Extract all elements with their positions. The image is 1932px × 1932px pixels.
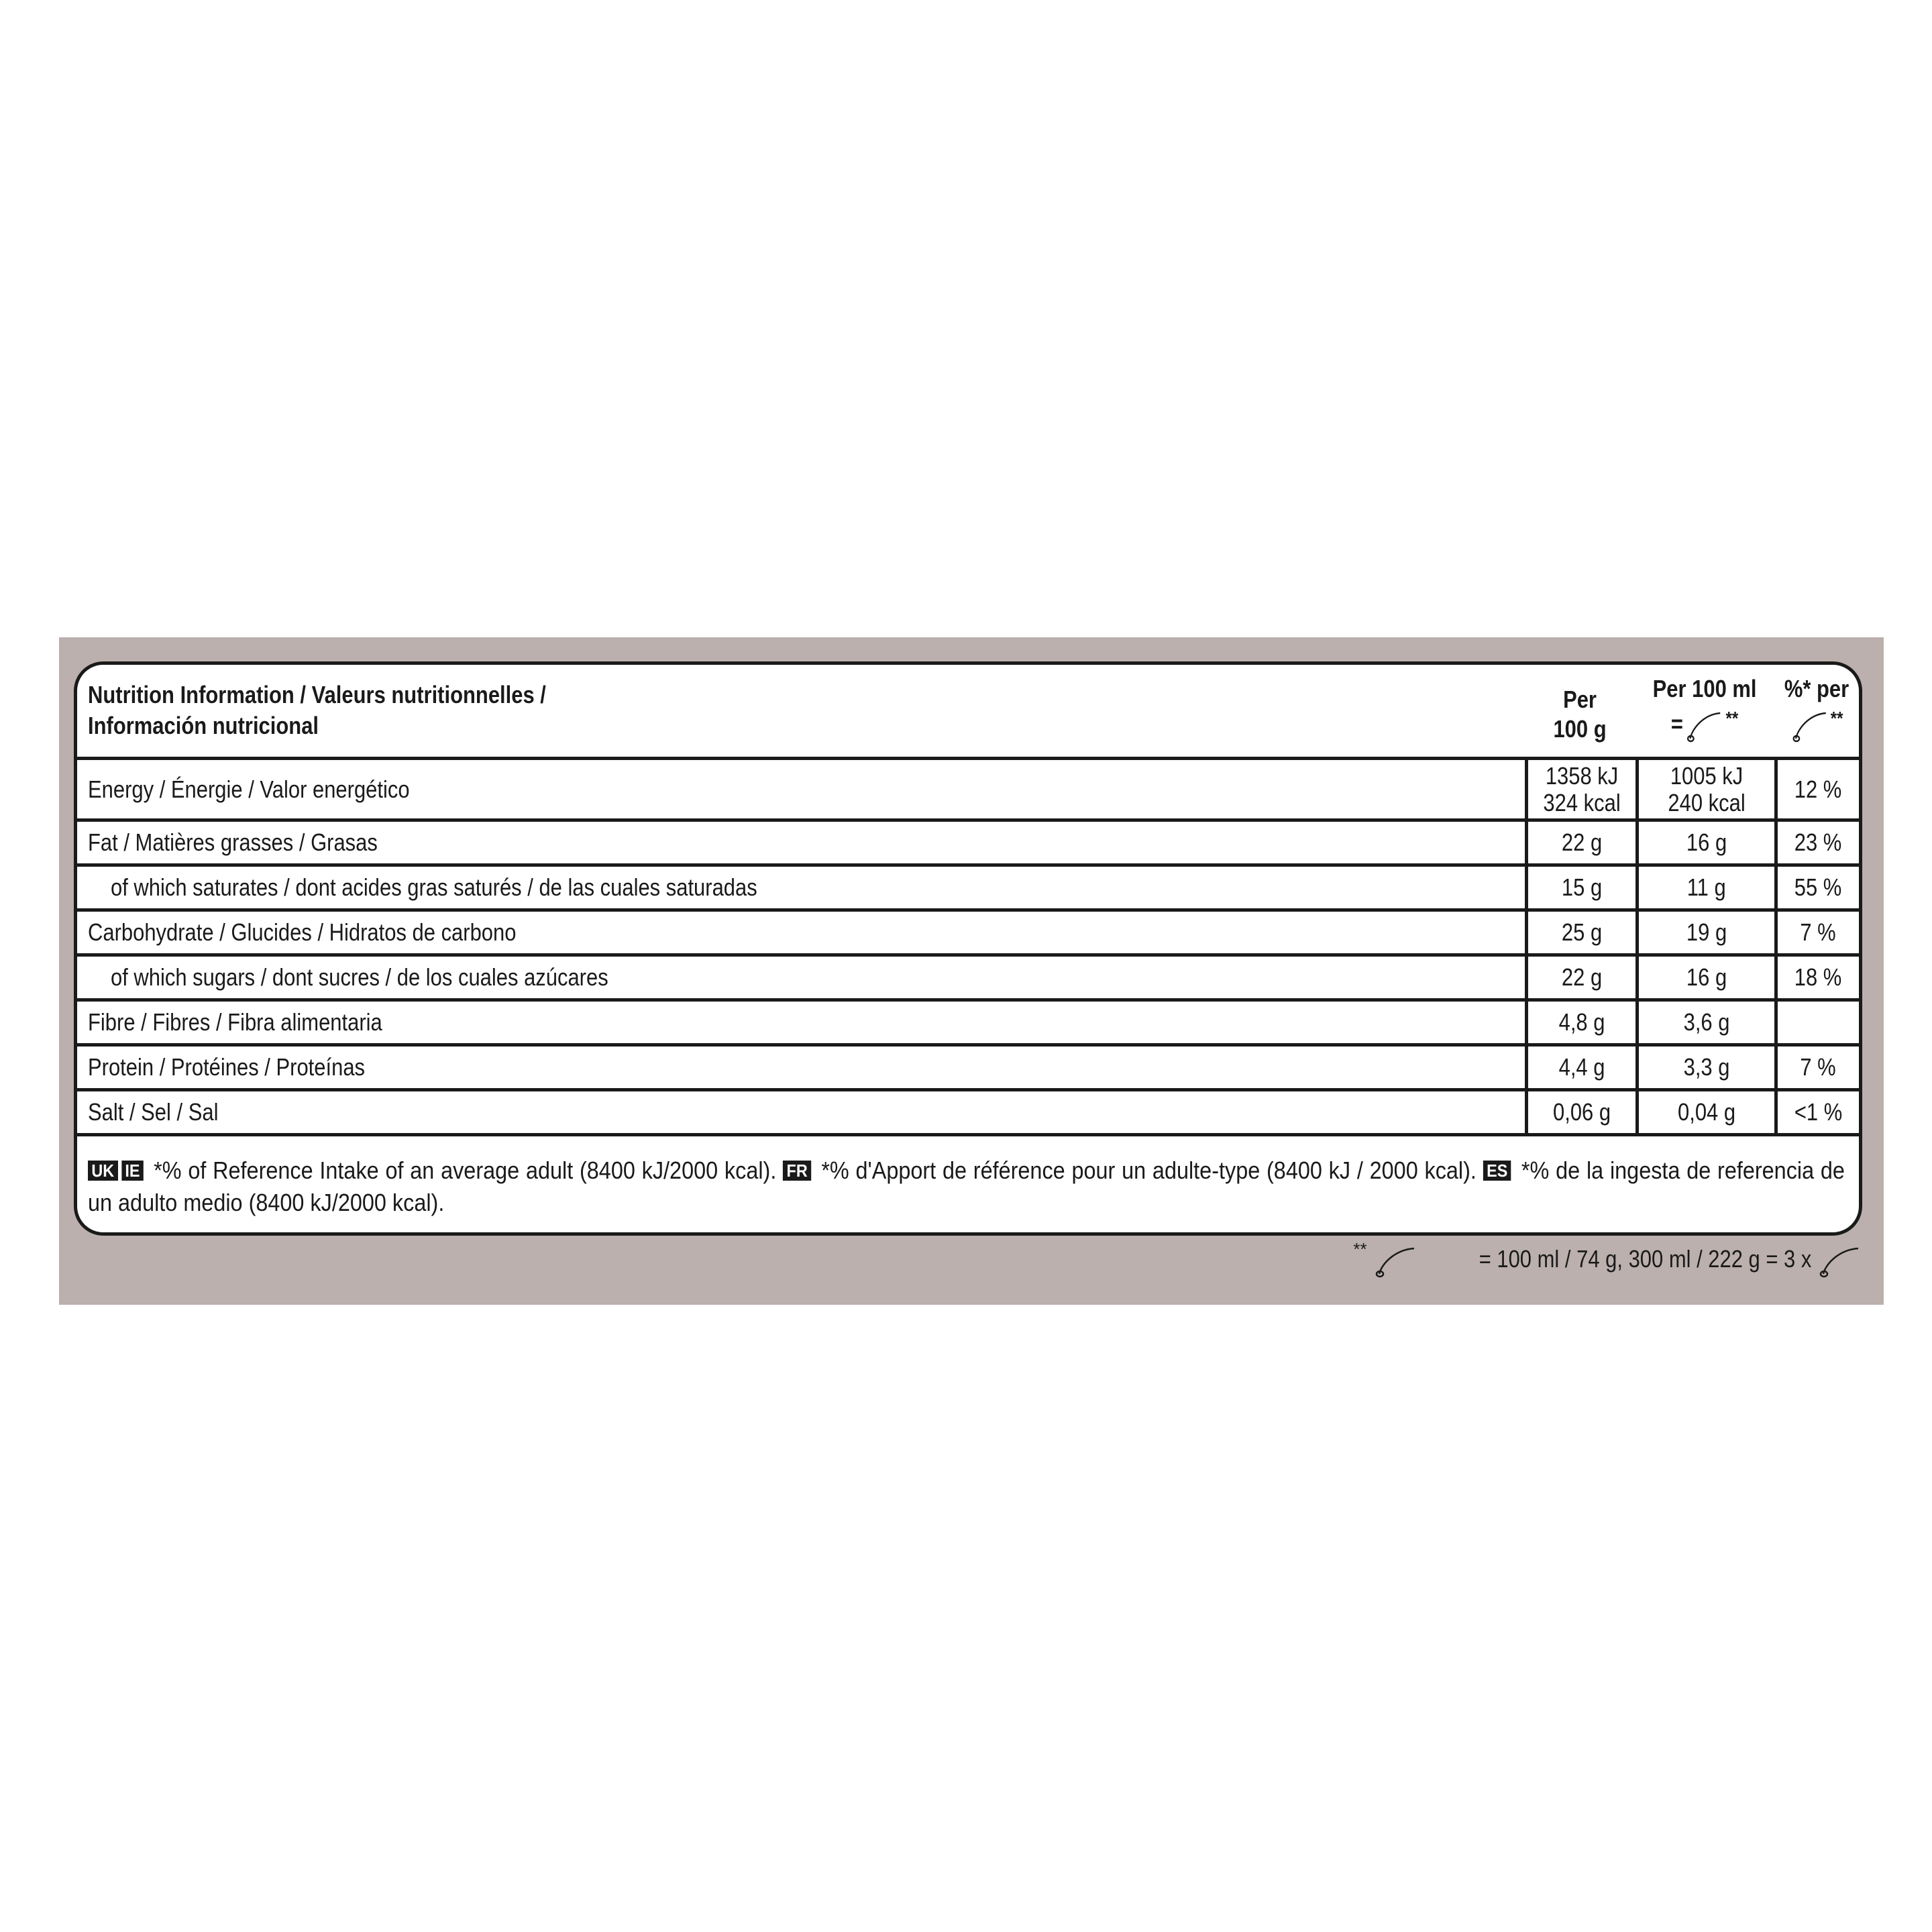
energy-kj-per-100g: 1358 kJ [1545, 761, 1619, 790]
column-header-per-100g [1525, 665, 1635, 757]
column-header-per-100ml-line1: Per 100 ml [1653, 675, 1757, 702]
ri-text: 7 % [1800, 1053, 1837, 1081]
value-text: 3,6 g [1683, 1008, 1730, 1036]
ri-text: 55 % [1794, 873, 1842, 901]
portion-note-text: = 100 ml / 74 g, 300 ml / 222 g = 3 x [1479, 1245, 1811, 1273]
value-per-100ml [1635, 957, 1774, 998]
value-text: 22 g [1561, 828, 1603, 856]
value-text: 4,4 g [1558, 1053, 1605, 1081]
value-per-100g [1525, 957, 1635, 998]
table-row-protein [77, 1046, 1859, 1091]
value-text: 22 g [1561, 963, 1603, 991]
column-header-per-100g-line2: 100 g [1553, 715, 1607, 743]
table-row-carbohydrate [77, 912, 1859, 957]
value-text: 19 g [1686, 918, 1727, 946]
double-asterisk: ** [1830, 708, 1843, 729]
value-per-100ml [1635, 867, 1774, 908]
energy-kcal-per-100g: 324 kcal [1543, 788, 1621, 816]
reference-intake-footnote [88, 1155, 1845, 1219]
value-text: 16 g [1686, 828, 1727, 856]
portion-note [1353, 1239, 1864, 1279]
value-ri [1774, 1091, 1859, 1133]
value-per-100g [1525, 760, 1635, 818]
value-per-100ml [1635, 1091, 1774, 1133]
value-per-100ml [1635, 1002, 1774, 1043]
ri-text: <1 % [1794, 1098, 1843, 1126]
column-header-ri [1774, 665, 1859, 757]
footnote-text-fr: *% d'Apport de référence pour un adulte-type (8400 kJ / 2000 kcal). [821, 1157, 1477, 1184]
row-label [77, 1091, 1525, 1133]
scoop-icon [1373, 1239, 1419, 1279]
energy-kj-per-100ml: 1005 kJ [1670, 761, 1743, 790]
row-label-text: Fibre / Fibres / Fibra alimentaria [88, 1008, 382, 1036]
row-label-text: Protein / Protéines / Proteínas [88, 1053, 366, 1081]
table-row-fat [77, 822, 1859, 867]
row-label-text: Carbohydrate / Glucides / Hidratos de carbono [88, 918, 517, 946]
value-text: 3,3 g [1683, 1053, 1730, 1081]
value-per-100g [1525, 822, 1635, 863]
row-label [77, 957, 1525, 998]
value-per-100ml [1635, 1046, 1774, 1088]
scoop-icon [1684, 704, 1725, 744]
equals-sign: = [1671, 710, 1684, 737]
value-ri [1774, 912, 1859, 953]
value-per-100ml [1635, 760, 1774, 818]
row-label [77, 760, 1525, 818]
column-header-ri-line1: %* per [1784, 675, 1849, 702]
row-label-text: Fat / Matières grasses / Grasas [88, 828, 378, 856]
table-title [77, 665, 1525, 757]
value-per-100ml [1635, 822, 1774, 863]
table-title-line2: Información nutricional [88, 712, 319, 739]
nutrition-table-card [74, 661, 1862, 1236]
row-label [77, 1046, 1525, 1088]
value-per-100g [1525, 1002, 1635, 1043]
row-label [77, 822, 1525, 863]
value-text: 0,06 g [1552, 1098, 1611, 1126]
value-per-100g [1525, 1046, 1635, 1088]
value-text: 11 g [1687, 873, 1726, 901]
row-label-text: of which sugars / dont sucres / de los cuales azúcares [111, 963, 608, 991]
row-label-text: of which saturates / dont acides gras saturés / de las cuales saturadas [111, 873, 757, 901]
value-ri [1774, 822, 1859, 863]
value-ri [1774, 867, 1859, 908]
scoop-icon [1817, 1239, 1864, 1279]
ri-text: 18 % [1794, 963, 1842, 991]
value-ri [1774, 760, 1859, 818]
value-per-100g [1525, 1091, 1635, 1133]
double-asterisk: ** [1725, 708, 1739, 729]
value-per-100g [1525, 912, 1635, 953]
column-header-per-100g-line1: Per [1563, 686, 1597, 713]
value-ri [1774, 1046, 1859, 1088]
value-text: 25 g [1561, 918, 1603, 946]
flag-es-badge: ES [1483, 1161, 1511, 1181]
table-header-row [77, 665, 1859, 760]
row-label [77, 867, 1525, 908]
value-text: 16 g [1686, 963, 1727, 991]
value-text: 15 g [1561, 873, 1603, 901]
flag-fr-badge: FR [783, 1161, 811, 1181]
flag-ie-badge: IE [121, 1161, 144, 1181]
row-label-text: Salt / Sel / Sal [88, 1098, 219, 1126]
value-per-100ml [1635, 912, 1774, 953]
ri-text: 12 % [1794, 775, 1842, 803]
column-header-per-100ml [1635, 665, 1774, 757]
flag-uk-badge: UK [88, 1161, 118, 1181]
ri-text: 7 % [1800, 918, 1837, 946]
value-ri [1774, 1002, 1859, 1043]
energy-kcal-per-100ml: 240 kcal [1668, 788, 1746, 816]
table-row-fibre [77, 1002, 1859, 1046]
row-label [77, 1002, 1525, 1043]
value-per-100g [1525, 867, 1635, 908]
scoop-icon [1790, 704, 1831, 744]
table-row-energy [77, 760, 1859, 822]
table-row-saturates [77, 867, 1859, 912]
row-label [77, 912, 1525, 953]
nutrition-panel [59, 637, 1884, 1305]
ri-text: 23 % [1794, 828, 1842, 856]
footnote-text-en: *% of Reference Intake of an average adult (8400 kJ/2000 kcal). [154, 1157, 777, 1184]
table-title-line1: Nutrition Information / Valeurs nutritionnelles / [88, 681, 546, 708]
value-ri [1774, 957, 1859, 998]
table-row-salt [77, 1091, 1859, 1136]
value-text: 4,8 g [1558, 1008, 1605, 1036]
footnote-text-es: *% de la ingesta de referencia de un adulto medio (8400 kJ/2000 kcal). [88, 1157, 1845, 1216]
value-text: 0,04 g [1677, 1098, 1736, 1126]
table-row-sugars [77, 957, 1859, 1002]
portion-note-asterisks: ** [1353, 1239, 1367, 1259]
row-label-text: Energy / Énergie / Valor energético [88, 775, 410, 803]
